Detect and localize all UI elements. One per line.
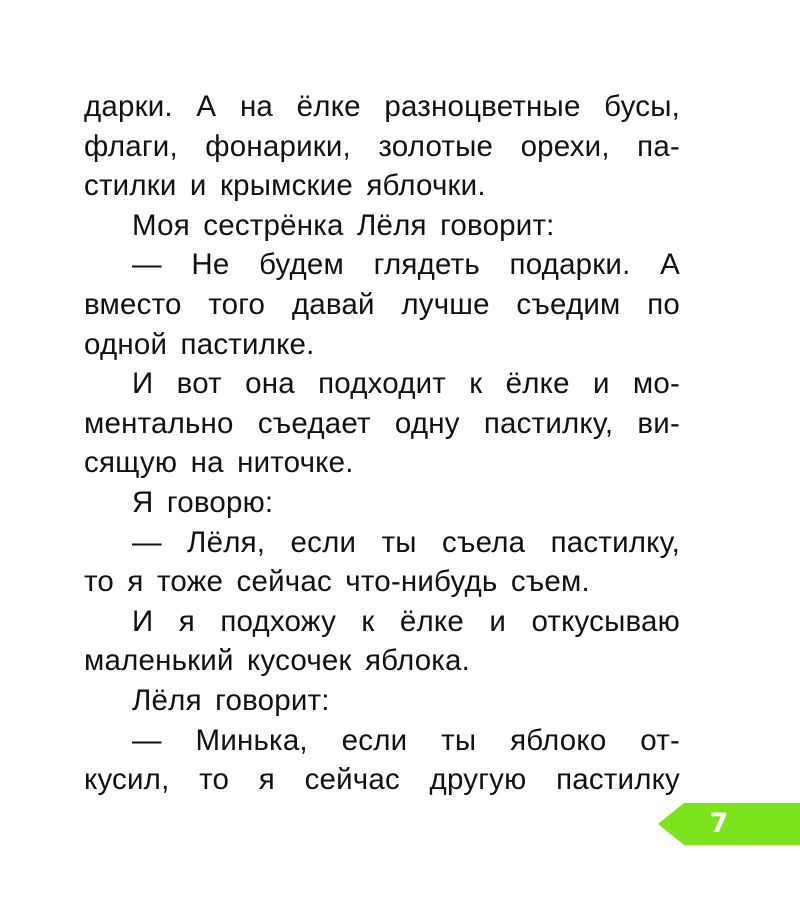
text-line: Моя сестрёнка Лёля говорит: [132,208,555,242]
text-line: — Лёля, если ты съела пастилку, [132,525,680,559]
text-line: то я тоже сейчас что-нибудь съем. [84,565,590,599]
text-line: флаги, фонарики, золотые орехи, па- [84,129,680,163]
text-line: ментально съедает одну пастилку, ви- [84,406,680,440]
paragraph-8 [84,681,680,721]
text-line: Я говорю: [132,485,274,519]
text-line: вместо того давай лучше съедим по [84,287,680,321]
text-line: сящую на ниточке. [84,446,354,480]
text-line: стилки и крымские яблочки. [84,169,486,203]
text-line: И я подхожу к ёлке и откусываю [132,604,680,638]
paragraph-4 [84,364,680,483]
text-line: дарки. А на ёлке разноцветные бусы, [84,90,680,123]
paragraph-9 [84,721,680,800]
paragraph-2 [84,206,680,246]
page-text [84,87,680,800]
text-line: — Минька, если ты яблоко от- [132,723,680,757]
paragraph-7 [84,602,680,681]
text-line: — Не будем глядеть подарки. А [132,248,680,282]
text-line: одной пастилке. [84,327,315,361]
text-line: кусил, то я сейчас другую пастилку [84,763,680,797]
text-line: И вот она подходит к ёлке и мо- [132,367,680,401]
page-number: 7 [709,808,729,839]
text-line: маленький кусочек яблока. [84,644,471,678]
paragraph-6 [84,523,680,602]
text-line: Лёля говорит: [132,683,330,717]
paragraph-5 [84,483,680,523]
paragraph-3 [84,245,680,364]
paragraph-1 [84,87,680,206]
